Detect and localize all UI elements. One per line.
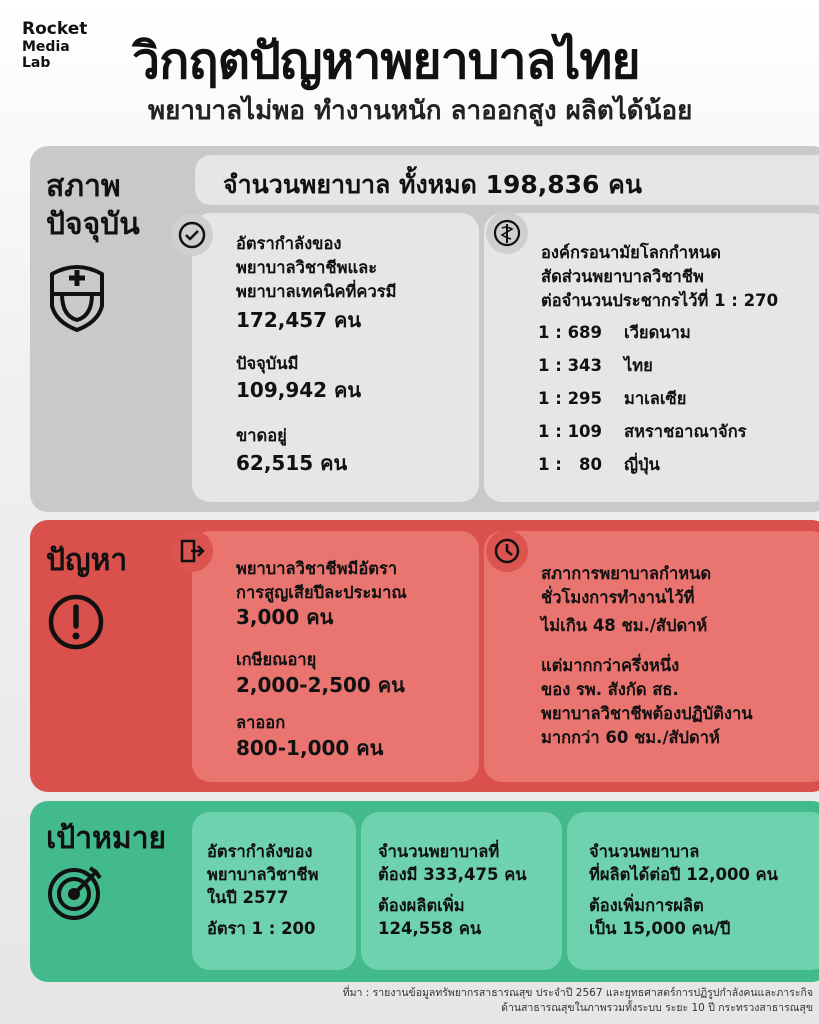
goal-required-text — [378, 840, 527, 940]
hours-reality-line: พยาบาลวิชาชีพต้องปฏิบัติงาน — [541, 704, 753, 723]
page-title: วิกฤตปัญหาพยาบาลไทย — [132, 32, 640, 90]
hours-reality-line: ของ รพ. สังกัด สธ. — [541, 680, 679, 699]
hours-rule-line: ไม่เกิน 48 ชม./สัปดาห์ — [541, 616, 708, 635]
rocket-media-lab-logo — [22, 20, 87, 71]
ratio-row — [538, 452, 660, 478]
loss-value: 3,000 คน — [236, 605, 334, 629]
hours-reality-line: แต่มากกว่าครึ่งหนึ่ง — [541, 656, 680, 675]
loss-heading-line: การสูญเสียปีละประมาณ — [236, 583, 407, 602]
loss-heading-line: พยาบาลวิชาชีพมีอัตรา — [236, 559, 398, 578]
current-state-label-line2: ปัจจุบัน — [46, 207, 140, 242]
hours-rule-line: ชั่วโมงการทำงานไว้ที่ — [541, 588, 695, 607]
logo-line-1: Rocket — [22, 19, 88, 39]
ratio-country: มาเลเซีย — [624, 389, 687, 408]
ratio-country: เวียดนาม — [624, 323, 691, 342]
goal-ratio-line: พยาบาลวิชาชีพ — [207, 865, 319, 884]
goal-ratio-line: อัตรากำลังของ — [207, 842, 313, 861]
goal-label: เป้าหมาย — [46, 821, 167, 856]
current-state-label-line1: สภาพ — [46, 169, 121, 204]
target-icon — [46, 862, 106, 926]
ratio-row — [538, 419, 747, 445]
goal-required-line: 124,558 คน — [378, 919, 482, 938]
ratio-value: 1 : 109 — [538, 422, 603, 441]
logo-line-2: Media — [22, 39, 70, 55]
workforce-heading — [236, 232, 396, 304]
hours-rule-line: สภาการพยาบาลกำหนด — [541, 564, 712, 583]
goal-required-line: ต้องมี 333,475 คน — [378, 865, 527, 884]
exit-door-icon — [171, 530, 213, 572]
current-label: ปัจจุบันมี — [236, 354, 299, 373]
caduceus-icon — [486, 212, 528, 254]
source-line: ที่มา : รายงานข้อมูลทรัพยากรสาธารณสุข ประจำปี 2567 และยุทธศาสตร์การปฏิรูปกำลังคนและภาระกิจ — [342, 987, 813, 999]
goal-ratio-line: อัตรา 1 : 200 — [207, 919, 316, 938]
goal-production-line: ที่ผลิตได้ต่อปี 12,000 คน — [589, 865, 778, 884]
nurse-icon — [44, 258, 110, 338]
ratio-value: 1 : 343 — [538, 356, 603, 375]
workforce-heading-line: พยาบาลเทคนิคที่ควรมี — [236, 282, 397, 301]
ratio-row — [538, 386, 686, 412]
who-heading-line: องค์กรอนามัยโลกกำหนด — [541, 243, 721, 262]
source-line: ด้านสาธารณสุขในภาพรวมทั้งระบบ ระยะ 10 ปี กระทรวงสาธารณสุข — [501, 1002, 813, 1014]
ratio-country: ไทย — [624, 356, 653, 375]
workforce-heading-line: พยาบาลวิชาชีพและ — [236, 258, 378, 277]
page-subtitle: พยาบาลไม่พอ ทำงานหนัก ลาออกสูง ผลิตได้น้อย — [148, 96, 693, 126]
ratio-value: 1 : 80 — [538, 455, 603, 474]
goal-production-line: ต้องเพิ่มการผลิต — [589, 896, 704, 915]
shortage-value: 62,515 คน — [236, 451, 348, 475]
goal-required-line: จำนวนพยาบาลที่ — [378, 842, 500, 861]
hours-reality-line: มากกว่า 60 ชม./สัปดาห์ — [541, 728, 720, 747]
exclamation-icon — [46, 592, 106, 656]
ratio-value: 1 : 295 — [538, 389, 603, 408]
who-heading-line: สัดส่วนพยาบาลวิชาชีพ — [541, 267, 704, 286]
ratio-row — [538, 353, 653, 379]
ratio-country: สหราชอาณาจักร — [624, 422, 747, 441]
goal-production-text — [589, 840, 778, 940]
problem-label: ปัญหา — [46, 543, 128, 578]
total-nurses-bar: จำนวนพยาบาล ทั้งหมด 198,836 คน — [195, 155, 819, 205]
logo-line-3: Lab — [22, 55, 51, 71]
retire-value: 2,000-2,500 คน — [236, 673, 405, 697]
current-state-label — [46, 168, 140, 244]
goal-production-line: จำนวนพยาบาล — [589, 842, 700, 861]
who-heading — [541, 241, 778, 313]
goal-production-line: เป็น 15,000 คน/ปี — [589, 919, 731, 938]
hours-rule-text — [541, 562, 711, 638]
ratio-country: ญี่ปุ่น — [624, 455, 660, 474]
resign-label: ลาออก — [236, 713, 286, 732]
ratio-value: 1 : 689 — [538, 323, 603, 342]
check-circle-icon — [171, 214, 213, 256]
retire-label: เกษียณอายุ — [236, 650, 317, 669]
workforce-heading-line: อัตรากำลังของ — [236, 234, 342, 253]
goal-ratio-line: ในปี 2577 — [207, 888, 289, 907]
goal-required-line: ต้องผลิตเพิ่ม — [378, 896, 465, 915]
who-heading-line: ต่อจำนวนประชากรไว้ที่ 1 : 270 — [541, 291, 779, 310]
goal-ratio-text — [207, 840, 318, 940]
hours-reality-text — [541, 654, 753, 750]
resign-value: 800-1,000 คน — [236, 736, 384, 760]
ratio-row — [538, 320, 691, 346]
source-note — [253, 986, 813, 1016]
shortage-label: ขาดอยู่ — [236, 426, 287, 445]
loss-heading — [236, 557, 407, 605]
clock-icon — [486, 530, 528, 572]
current-value: 109,942 คน — [236, 378, 362, 402]
required-value: 172,457 คน — [236, 308, 362, 332]
